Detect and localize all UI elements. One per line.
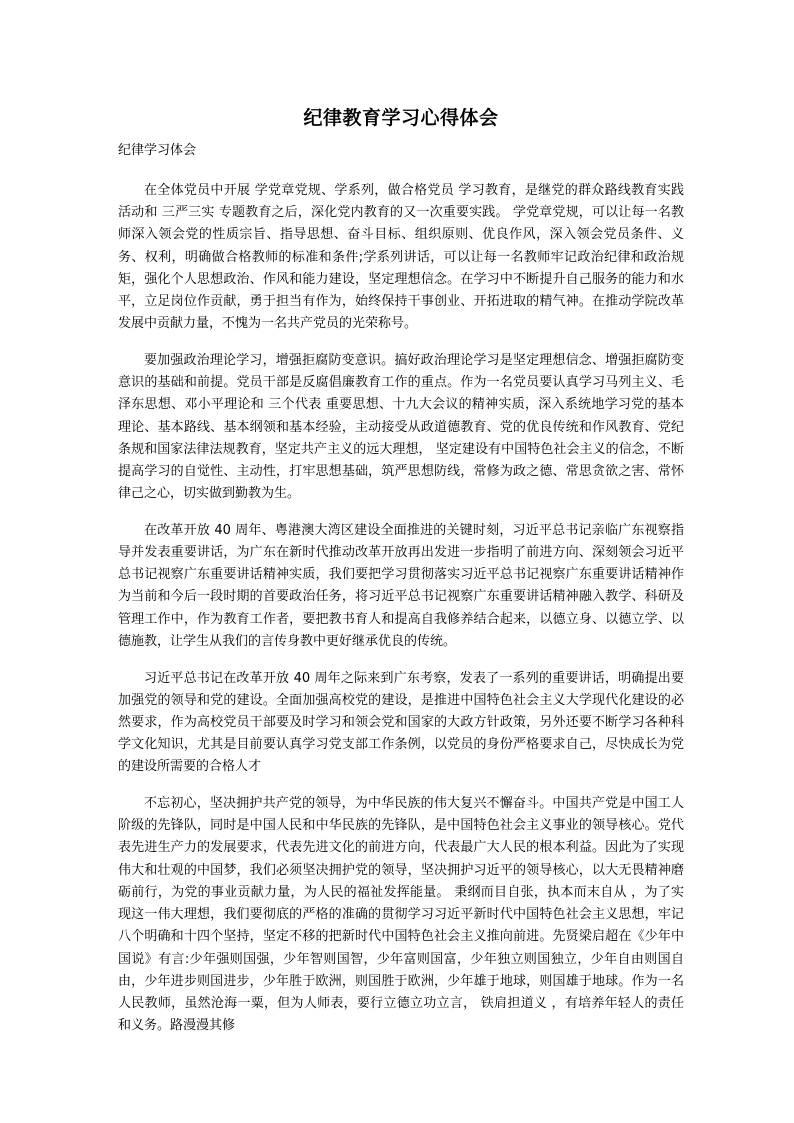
document-subtitle: 纪律学习体会 — [118, 143, 197, 158]
document-title: 纪律教育学习心得体会 — [303, 107, 499, 129]
paragraph-3: 在改革开放 40 周年、粤港澳大湾区建设全面推进的关键时刻，习近平总书记亲临广东视察指导并发表重要讲话，为广东在新时代推动改革开放再出发进一步指明了前进方向、深刻领会习近平总书记视察广东重要讲话精神实质，我们要把学习贯彻落实习近平总书记视察广东重要讲话精神作为当前和今后一段时期的首要政治任务，将习近平总书记视察广东重要讲话精神融入教学、科研及管理工作中，作为教育工作者，要把教书育人和提高自我修养结合起来，以德立身、以德立学、以德施教，让学生从我们的言传身教中更好继承优良的传统。 — [118, 522, 684, 649]
paragraph-1: 在全体党员中开展 学党章党规、学系列，做合格党员 学习教育，是继党的群众路线教育实践活动和 三严三实 专题教育之后，深化党内教育的又一次重要实践。 学党章党规，可以让每一名教师深入领会党的性质宗旨、指导思想、奋斗目标、组织原则、优良作风，深入领会党员条件、义务、权利，明确做合格教师的标准和条件;学系列讲话，可以让每一名教师牢记政治纪律和政治规矩，强化个人思想政治、作风和能力建设，坚定理想信念。在学习中不断提升自己服务的能力和水平，立足岗位作贡献，勇于担当有作为，始终保持干事创业、开拓进取的精气神。在推动学院改革发展中贡献力量，不愧为一名共产党员的光荣称号。 — [118, 183, 684, 332]
paragraph-4: 习近平总书记在改革开放 40 周年之际来到广东考察，发表了一系列的重要讲话，明确提出要加强党的领导和党的建设。全面加强高校党的建设，是推进中国特色社会主义大学现代化建设的必然要求，作为高校党员干部要及时学习和领会党和国家的大政方针政策，另外还要不断学习各种科学文化知识，尤其是目前要认真学习党支部工作条例，以党员的身份严格要求自己，尽快成长为党的建设所需要的合格人才 — [118, 670, 684, 775]
paragraph-5: 不忘初心，坚决拥护共产党的领导，为中华民族的伟大复兴不懈奋斗。中国共产党是中国工人阶级的先锋队，同时是中国人民和中华民族的先锋队，是中国特色社会主义事业的领导核心。党代表先进生产力的发展要求，代表先进文化的前进方向，代表最广大人民的根本利益。因此为了实现伟大和壮观的中国梦，我们必须坚决拥护党的领导，坚决拥护习近平的领导核心，以大无畏精神磨砺前行，为党的事业贡献力量，为人民的福祉发挥能量。 秉纲而目自张，执本而末自从 ，为了实现这一伟大理想，我们要彻底的严格的准确的贯彻学习习近平新时代中国特色社会主义思想，牢记八个明确和十四个坚持，坚定不移的把新时代中国特色社会主义推向前进。先贤梁启超在《少年中国说》有言:少年强则国强，少年智则国智，少年富则国富，少年独立则国独立，少年自由则国自由，少年进步则国进步，少年胜于欧洲，则国胜于欧洲，少年雄于地球，则国雄于地球。作为一名人民教师，虽然沧海一粟，但为人师表，要行立德立功立言， 铁肩担道义 ，有培养年轻人的责任和义务。路漫漫其修 — [118, 796, 684, 1034]
paragraph-2: 要加强政治理论学习，增强拒腐防变意识。搞好政治理论学习是坚定理想信念、增强拒腐防变意识的基础和前提。党员干部是反腐倡廉教育工作的重点。作为一名党员要认真学习马列主义、毛泽东思想、邓小平理论和 三个代表 重要思想、十九大会议的精神实质，深入系统地学习党的基本理论、基本路线、基本纲领和基本经验，主动接受从政道德教育、党的优良传统和作风教育、党纪条规和国家法律法规教育，坚定共产主义的远大理想， 坚定建设有中国特色社会主义的信念，不断提高学习的自觉性、主动性，打牢思想基础，筑严思想防线，常修为政之德、常思贪欲之害、常怀律己之心，切实做到勤教为生。 — [118, 352, 684, 502]
document-page — [118, 104, 684, 1052]
